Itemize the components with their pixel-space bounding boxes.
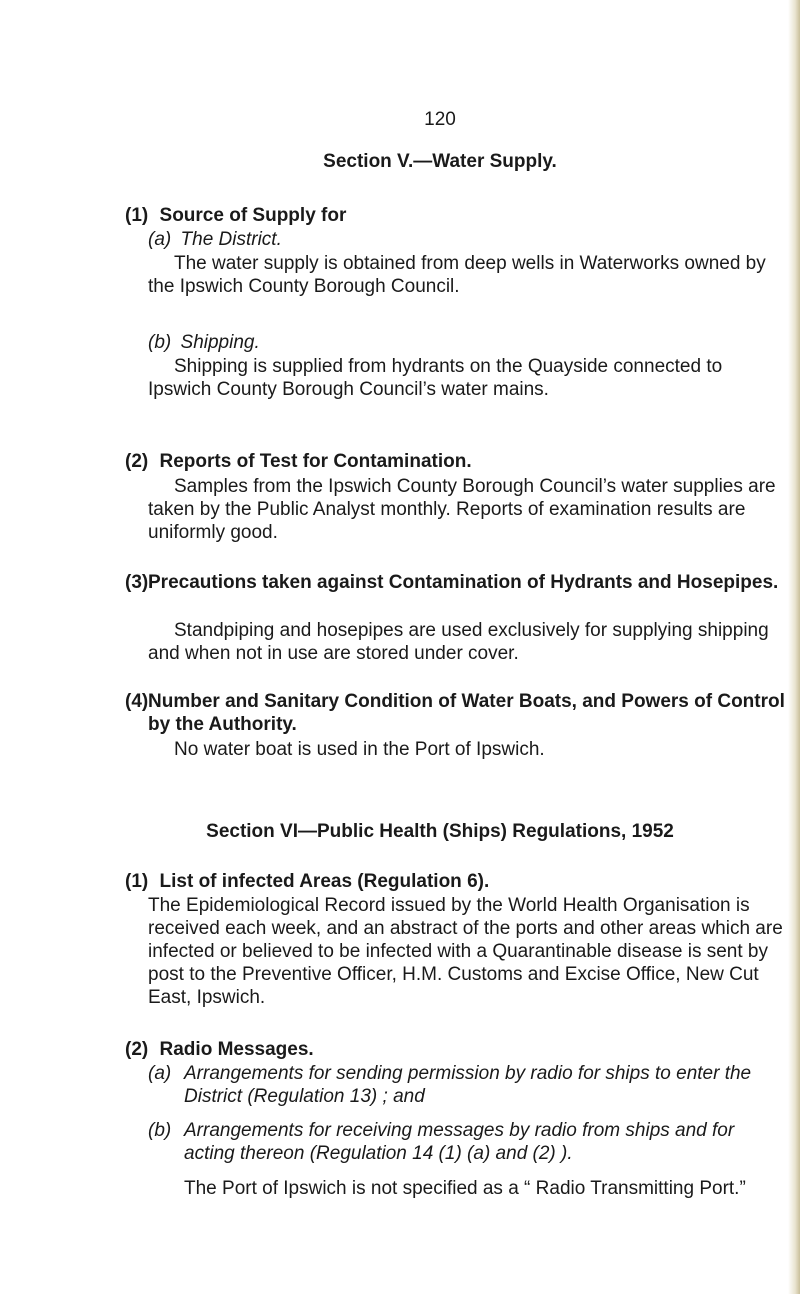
s5-item-3 xyxy=(125,571,785,594)
s6-item-1-text: The Epidemiological Record issued by the World Health Organisation is received each week, and an abstract of the ports and other areas which are infected or believed to be infected with a Quarantinable disease is sent by post to the Preventive Officer, H.M. Customs and Excise Office, New Cut East, Ipswich. xyxy=(148,895,783,1008)
s5-item-1-heading: Source of Supply for xyxy=(159,205,347,226)
s6-item-2-heading: Radio Messages. xyxy=(159,1039,314,1060)
page-number: 120 xyxy=(424,109,456,130)
page-edge xyxy=(788,0,800,1294)
s5-item-1-number: (1) xyxy=(125,205,149,226)
s6-item-2b-label: (b) xyxy=(148,1120,172,1141)
s5-item-2-heading: Reports of Test for Contamination. xyxy=(159,451,472,472)
s5-item-4 xyxy=(125,690,785,736)
s5-item-4-text: No water boat is used in the Port of Ipswich. xyxy=(174,739,545,760)
s5-item-2-number: (2) xyxy=(125,451,149,472)
s6-item-2b-text: Arrangements for receiving messages by radio from ships and for acting thereon (Regulation 14 (1) (a) and (2) ). xyxy=(184,1120,735,1164)
s6-item-2a-label: (a) xyxy=(148,1063,172,1084)
section-v-title: Section V.—Water Supply. xyxy=(323,151,557,172)
s6-item-2a xyxy=(148,1062,788,1108)
s5-item-3-number: (3) xyxy=(125,572,149,593)
s5-item-3-heading: Precautions taken against Contamination of Hydrants and Hosepipes. xyxy=(148,572,779,593)
s6-item-2b xyxy=(148,1119,788,1165)
s5-item-3-text: Standpiping and hosepipes are used exclusively for supplying shipping and when not in use are stored under cover. xyxy=(148,620,769,664)
s5-item-1b-text: Shipping is supplied from hydrants on the Quayside connected to Ipswich County Borough Council’s water mains. xyxy=(148,356,723,400)
section-vi-title: Section VI—Public Health (Ships) Regulations, 1952 xyxy=(206,821,674,842)
s6-item-2-number: (2) xyxy=(125,1039,149,1060)
s5-item-2-text: Samples from the Ipswich County Borough Council’s water supplies are taken by the Public Analyst monthly. Reports of examination results are uniformly good. xyxy=(148,476,776,543)
s5-item-4-number: (4) xyxy=(125,691,149,712)
s6-item-1-number: (1) xyxy=(125,871,149,892)
s6-item-2 xyxy=(125,1038,780,1061)
s5-item-1a-text: The water supply is obtained from deep wells in Waterworks owned by the Ipswich County Borough Council. xyxy=(148,253,766,297)
s5-item-1 xyxy=(125,204,780,227)
s5-item-2 xyxy=(125,450,780,473)
s5-item-1b-label: (b) xyxy=(148,332,172,353)
s5-item-1a-label: (a) xyxy=(148,229,172,250)
s5-item-1a-title: The District. xyxy=(180,229,282,250)
s6-item-1 xyxy=(125,870,780,893)
s6-item-2-text: The Port of Ipswich is not specified as a “ Radio Transmitting Port.” xyxy=(184,1178,746,1199)
s5-item-1b xyxy=(148,331,788,354)
s6-item-1-heading: List of infected Areas (Regulation 6). xyxy=(159,871,490,892)
s5-item-1a xyxy=(148,228,788,251)
s5-item-4-heading: Number and Sanitary Condition of Water Boats, and Powers of Control by the Authority. xyxy=(148,691,785,735)
s6-item-2a-text: Arrangements for sending permission by radio for ships to enter the District (Regulation 13) ; and xyxy=(184,1063,752,1107)
s5-item-1b-title: Shipping. xyxy=(180,332,260,353)
